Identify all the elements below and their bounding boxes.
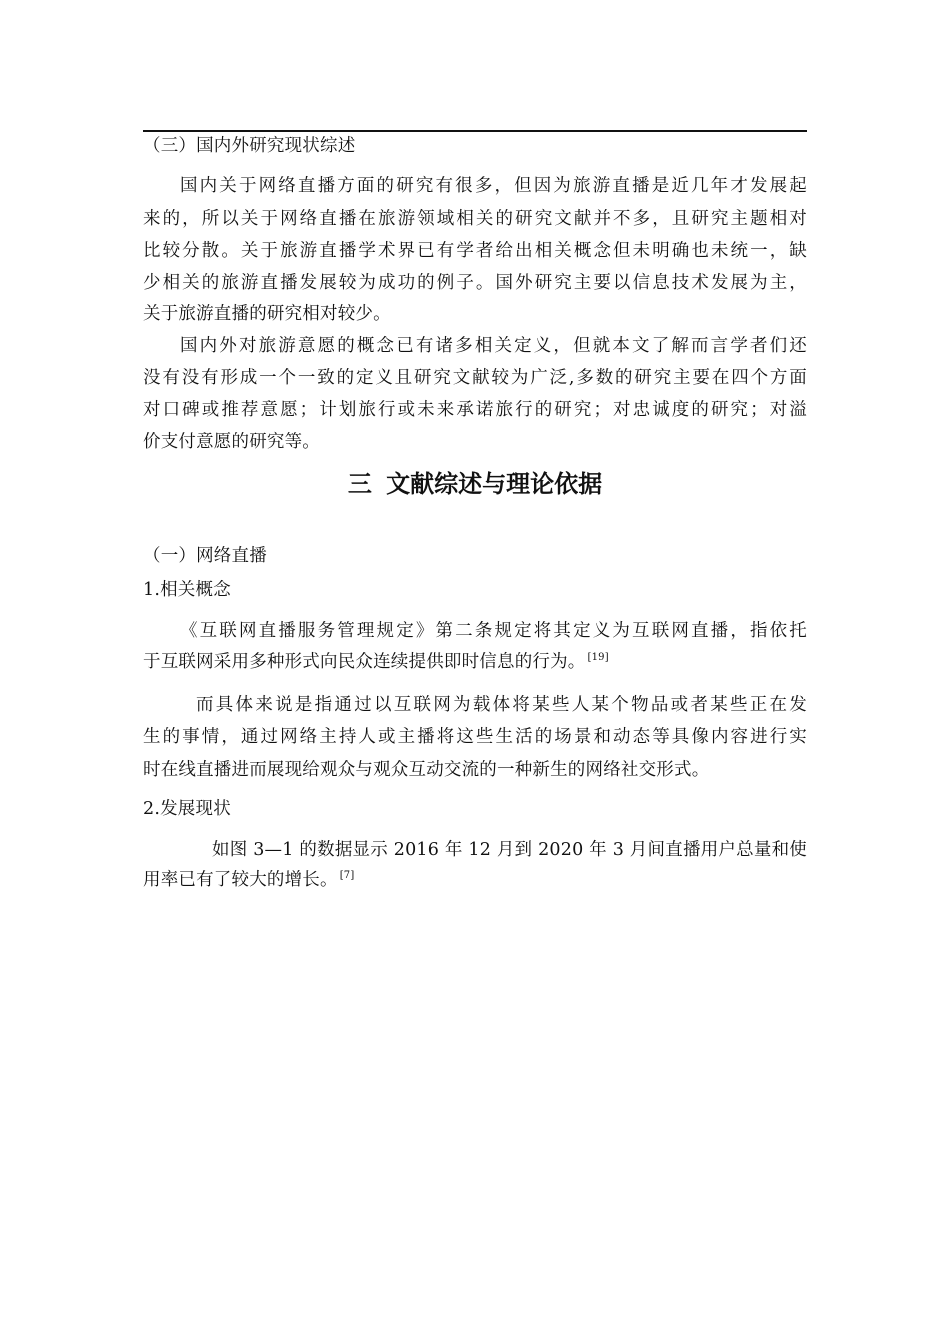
- para4-line1: 而具体来说是指通过以互联网为载体将某些人某个物品或者某些正在发: [196, 695, 807, 715]
- para5-line1: 如图 3—1 的数据显示 2016 年 12 月到 2020 年 3 月间直播用户总量和使: [212, 840, 807, 860]
- para4-line3: 时在线直播进而展现给观众与观众互动交流的一种新生的网络社交形式。: [143, 760, 710, 780]
- header-rule: [143, 130, 807, 132]
- para2-line3: 对口碑或推荐意愿；计划旅行或未来承诺旅行的研究；对忠诚度的研究；对溢: [143, 400, 807, 420]
- para5-line2-text: 用率已有了较大的增长。: [143, 870, 338, 890]
- citation-ref-19: [19]: [587, 652, 609, 663]
- para3-line2: [143, 650, 807, 674]
- section-heading-3: （三）国内外研究现状综述: [143, 136, 356, 156]
- para2-line1: 国内外对旅游意愿的概念已有诸多相关定义，但就本文了解而言学者们还: [180, 336, 807, 356]
- para3-line1: 《互联网直播服务管理规定》第二条规定将其定义为互联网直播，指依托: [180, 621, 807, 641]
- para1-line3: 比较分散。关于旅游直播学术界已有学者给出相关概念但未明确也未统一，缺: [143, 241, 807, 261]
- item-heading-2: 2.发展现状: [143, 799, 231, 819]
- para2-line4: 价支付意愿的研究等。: [143, 432, 320, 452]
- para1-line4: 少相关的旅游直播发展较为成功的例子。国外研究主要以信息技术发展为主，: [143, 273, 807, 293]
- para3-line2-text: 于互联网采用多种形式向民众连续提供即时信息的行为。: [143, 652, 586, 672]
- citation-ref-7: [7]: [339, 870, 355, 881]
- para5-line2: [143, 868, 807, 892]
- item-heading-1: 1.相关概念: [143, 580, 231, 600]
- para1-line5: 关于旅游直播的研究相对较少。: [143, 304, 391, 324]
- para2-line2: 没有没有形成一个一致的定义且研究文献较为广泛,多数的研究主要在四个方面: [143, 368, 807, 388]
- subsection-heading-1: （一）网络直播: [143, 546, 267, 566]
- para1-line1: 国内关于网络直播方面的研究有很多，但因为旅游直播是近几年才发展起: [180, 176, 807, 196]
- para4-line2: 生的事情，通过网络主持人或主播将这些生活的场景和动态等具像内容进行实: [143, 727, 807, 747]
- chapter-title: 三 文献综述与理论依据: [347, 470, 603, 498]
- para1-line2: 来的，所以关于网络直播在旅游领域相关的研究文献并不多，且研究主题相对: [143, 209, 807, 229]
